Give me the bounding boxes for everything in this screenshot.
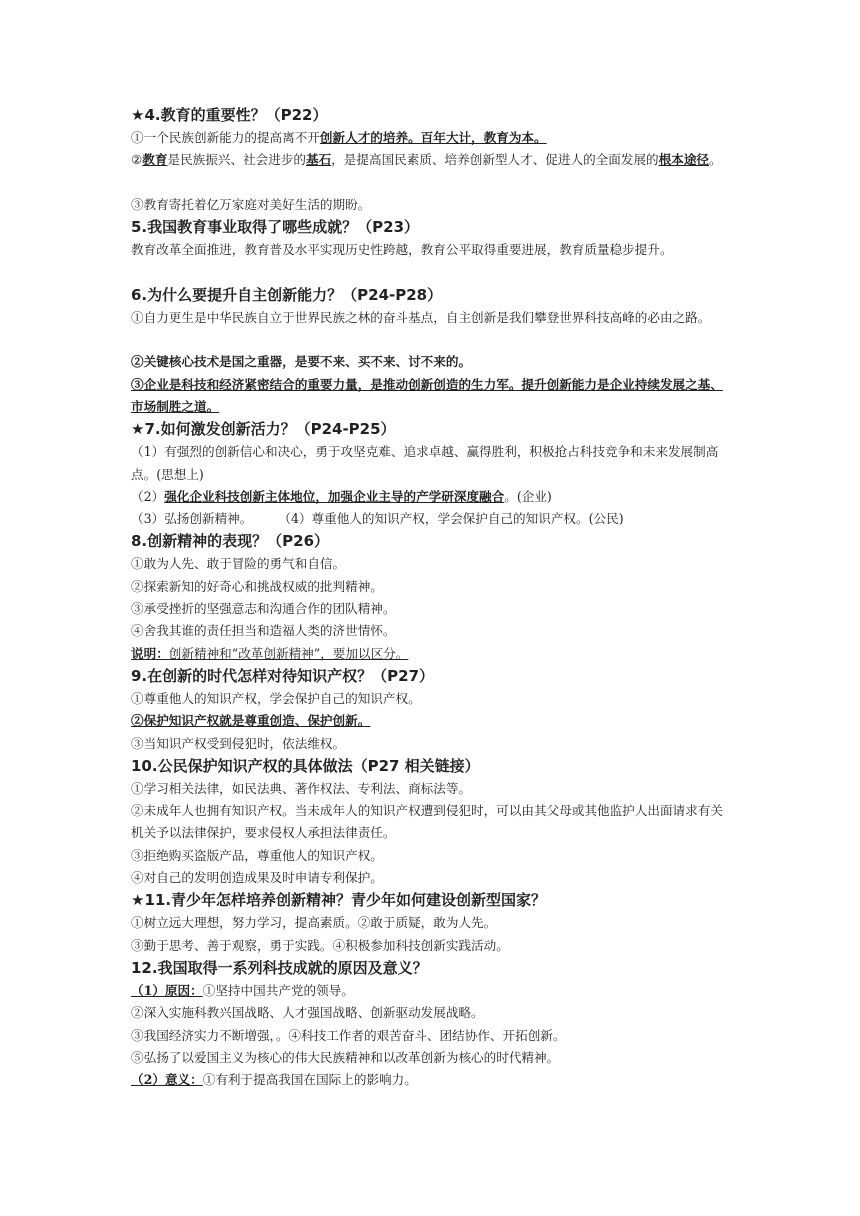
q6-line-2: ②关键核心技术是国之重器，是要不来、买不来、讨不来的。	[131, 354, 472, 370]
q7-line-2-num: （2）	[131, 488, 165, 504]
q4-line-1-text: ①一个民族创新能力的提高离不开	[131, 130, 320, 145]
q10-line-1: ①学习相关法律，如民法典、著作权法、专利法、商标法等。	[131, 780, 472, 796]
q12-significance-label: （2）意义：	[131, 1072, 203, 1088]
q4-line-2-key-education: 教育	[142, 152, 168, 168]
q7-line-3-item-4: （4）尊重他人的知识产权，学会保护自己的知识产权。(公民)	[278, 511, 624, 527]
q5-heading: 5.我国教育事业取得了哪些成就？（P23）	[131, 218, 420, 237]
q4-heading: ★4.教育的重要性？（P22）	[131, 106, 328, 124]
q10-line-3: ③拒绝购买盗版产品，尊重他人的知识产权。	[131, 847, 383, 863]
q4-line-1	[131, 127, 731, 149]
q4-line-2-num: ②	[131, 152, 143, 168]
q9-heading: 9.在创新的时代怎样对待知识产权？（P27）	[131, 666, 435, 685]
q4-line-2	[131, 149, 731, 194]
q7-line-3	[131, 508, 731, 530]
q7-line-2	[131, 486, 731, 508]
q9-line-1: ①尊重他人的知识产权，学会保护自己的知识产权。	[131, 690, 421, 706]
q7-heading: ★7.如何激发创新活力？（P24-P25）	[131, 420, 396, 439]
q8-note-text: 创新精神和“改革创新精神”，要加以区分。	[168, 645, 409, 661]
q7-line-2-tag: 。(企业)	[504, 488, 552, 504]
q4-line-2-key-path: 根本途径	[658, 152, 710, 168]
q12-line-5	[131, 1069, 731, 1091]
q4-line-2-text: 是民族振兴、社会进步的	[167, 152, 307, 168]
q7-line-3-item-3: （3）弘扬创新精神。	[131, 511, 253, 527]
study-notes	[131, 104, 731, 1091]
q12-line-1-text: ①坚持中国共产党的领导。	[202, 982, 354, 998]
q6-heading: 6.为什么要提升自主创新能力？（P24-P28）	[131, 285, 443, 304]
q11-heading: ★11.青少年怎样培养创新精神？青少年如何建设创新型国家？	[131, 891, 547, 910]
q4-line-1-emphasis: 创新人才的培养。百年大计，教育为本。	[319, 130, 547, 145]
q12-heading: 12.我国取得一系列科技成就的原因及意义？	[131, 958, 428, 977]
q9-line-2: ②保护知识产权就是尊重创造、保护创新。	[131, 713, 371, 729]
q5-line-1: 教育改革全面推进，教育普及水平实现历史性跨越，教育公平取得重要进展，教育质量稳步提升。	[131, 242, 673, 258]
q8-line-2: ②探索新知的好奇心和挑战权威的批判精神。	[131, 578, 383, 594]
q6-line-1: ①自力更生是中华民族自立于世界民族之林的奋斗基点，自主创新是我们攀登世界科技高峰的必由之路。	[131, 309, 711, 325]
q12-line-1	[131, 980, 731, 1002]
q10-line-2: ②未成年人也拥有知识产权。当未成年人的知识产权遭到侵犯时，可以由其父母或其他监护人出面请求有关机关予以法律保护，要求侵权人承担法律责任。	[131, 803, 723, 841]
q8-line-3: ③承受挫折的坚强意志和沟通合作的团队精神。	[131, 601, 396, 617]
q8-note	[131, 643, 731, 665]
q6-line-3: ③企业是科技和经济紧密结合的重要力量，是推动创新创造的生力军。提升创新能力是企业持续发展之基、市场制胜之道。	[131, 376, 723, 414]
q8-note-label: 说明：	[131, 645, 169, 661]
q12-line-3: ③我国经济实力不断增强，。④科技工作者的艰苦奋斗、团结协作、开拓创新。	[131, 1027, 566, 1043]
q4-line-2-text-2: ，是提高国民素质、培养创新型人才、促进人的全面发展的	[331, 152, 659, 168]
q12-reasons-label: （1）原因：	[131, 982, 203, 998]
q12-line-4: ⑤弘扬了以爱国主义为核心的伟大民族精神和以改革创新为核心的时代精神。	[131, 1049, 560, 1065]
q12-line-2: ②深入实施科教兴国战略、人才强国战略、创新驱动发展战略。	[131, 1005, 484, 1021]
q12-line-5-text: ①有利于提高我国在国际上的影响力。	[202, 1072, 417, 1088]
q8-line-4: ④舍我其谁的责任担当和造福人类的济世情怀。	[131, 623, 396, 639]
q4-line-2-key-cornerstone: 基石	[306, 152, 332, 168]
q7-line-1: （1）有强烈的创新信心和决心，勇于攻坚克难、追求卓越、赢得胜利，积极抢占科技竞争和未来发展制高点。(思想上)	[131, 444, 719, 482]
q10-line-4: ④对自己的发明创造成果及时申请专利保护。	[131, 870, 383, 886]
q11-line-1: ①树立远大理想，努力学习，提高素质。②敢于质疑，敢为人先。	[131, 915, 497, 931]
q4-line-3: ③教育寄托着亿万家庭对美好生活的期盼。	[131, 196, 371, 212]
q8-line-1: ①敢为人先、敢于冒险的勇气和自信。	[131, 556, 346, 572]
q10-heading: 10.公民保护知识产权的具体做法（P27 相关链接）	[131, 756, 480, 775]
q4-line-2-end: 。	[709, 152, 722, 168]
q9-line-3: ③当知识产权受到侵犯时，依法维权。	[131, 735, 346, 751]
q11-line-2: ③勤于思考、善于观察，勇于实践。④积极参加科技创新实践活动。	[131, 937, 509, 953]
q8-heading: 8.创新精神的表现？（P26）	[131, 532, 330, 551]
q7-line-2-emphasis: 强化企业科技创新主体地位，加强企业主导的产学研深度融合	[164, 488, 505, 504]
